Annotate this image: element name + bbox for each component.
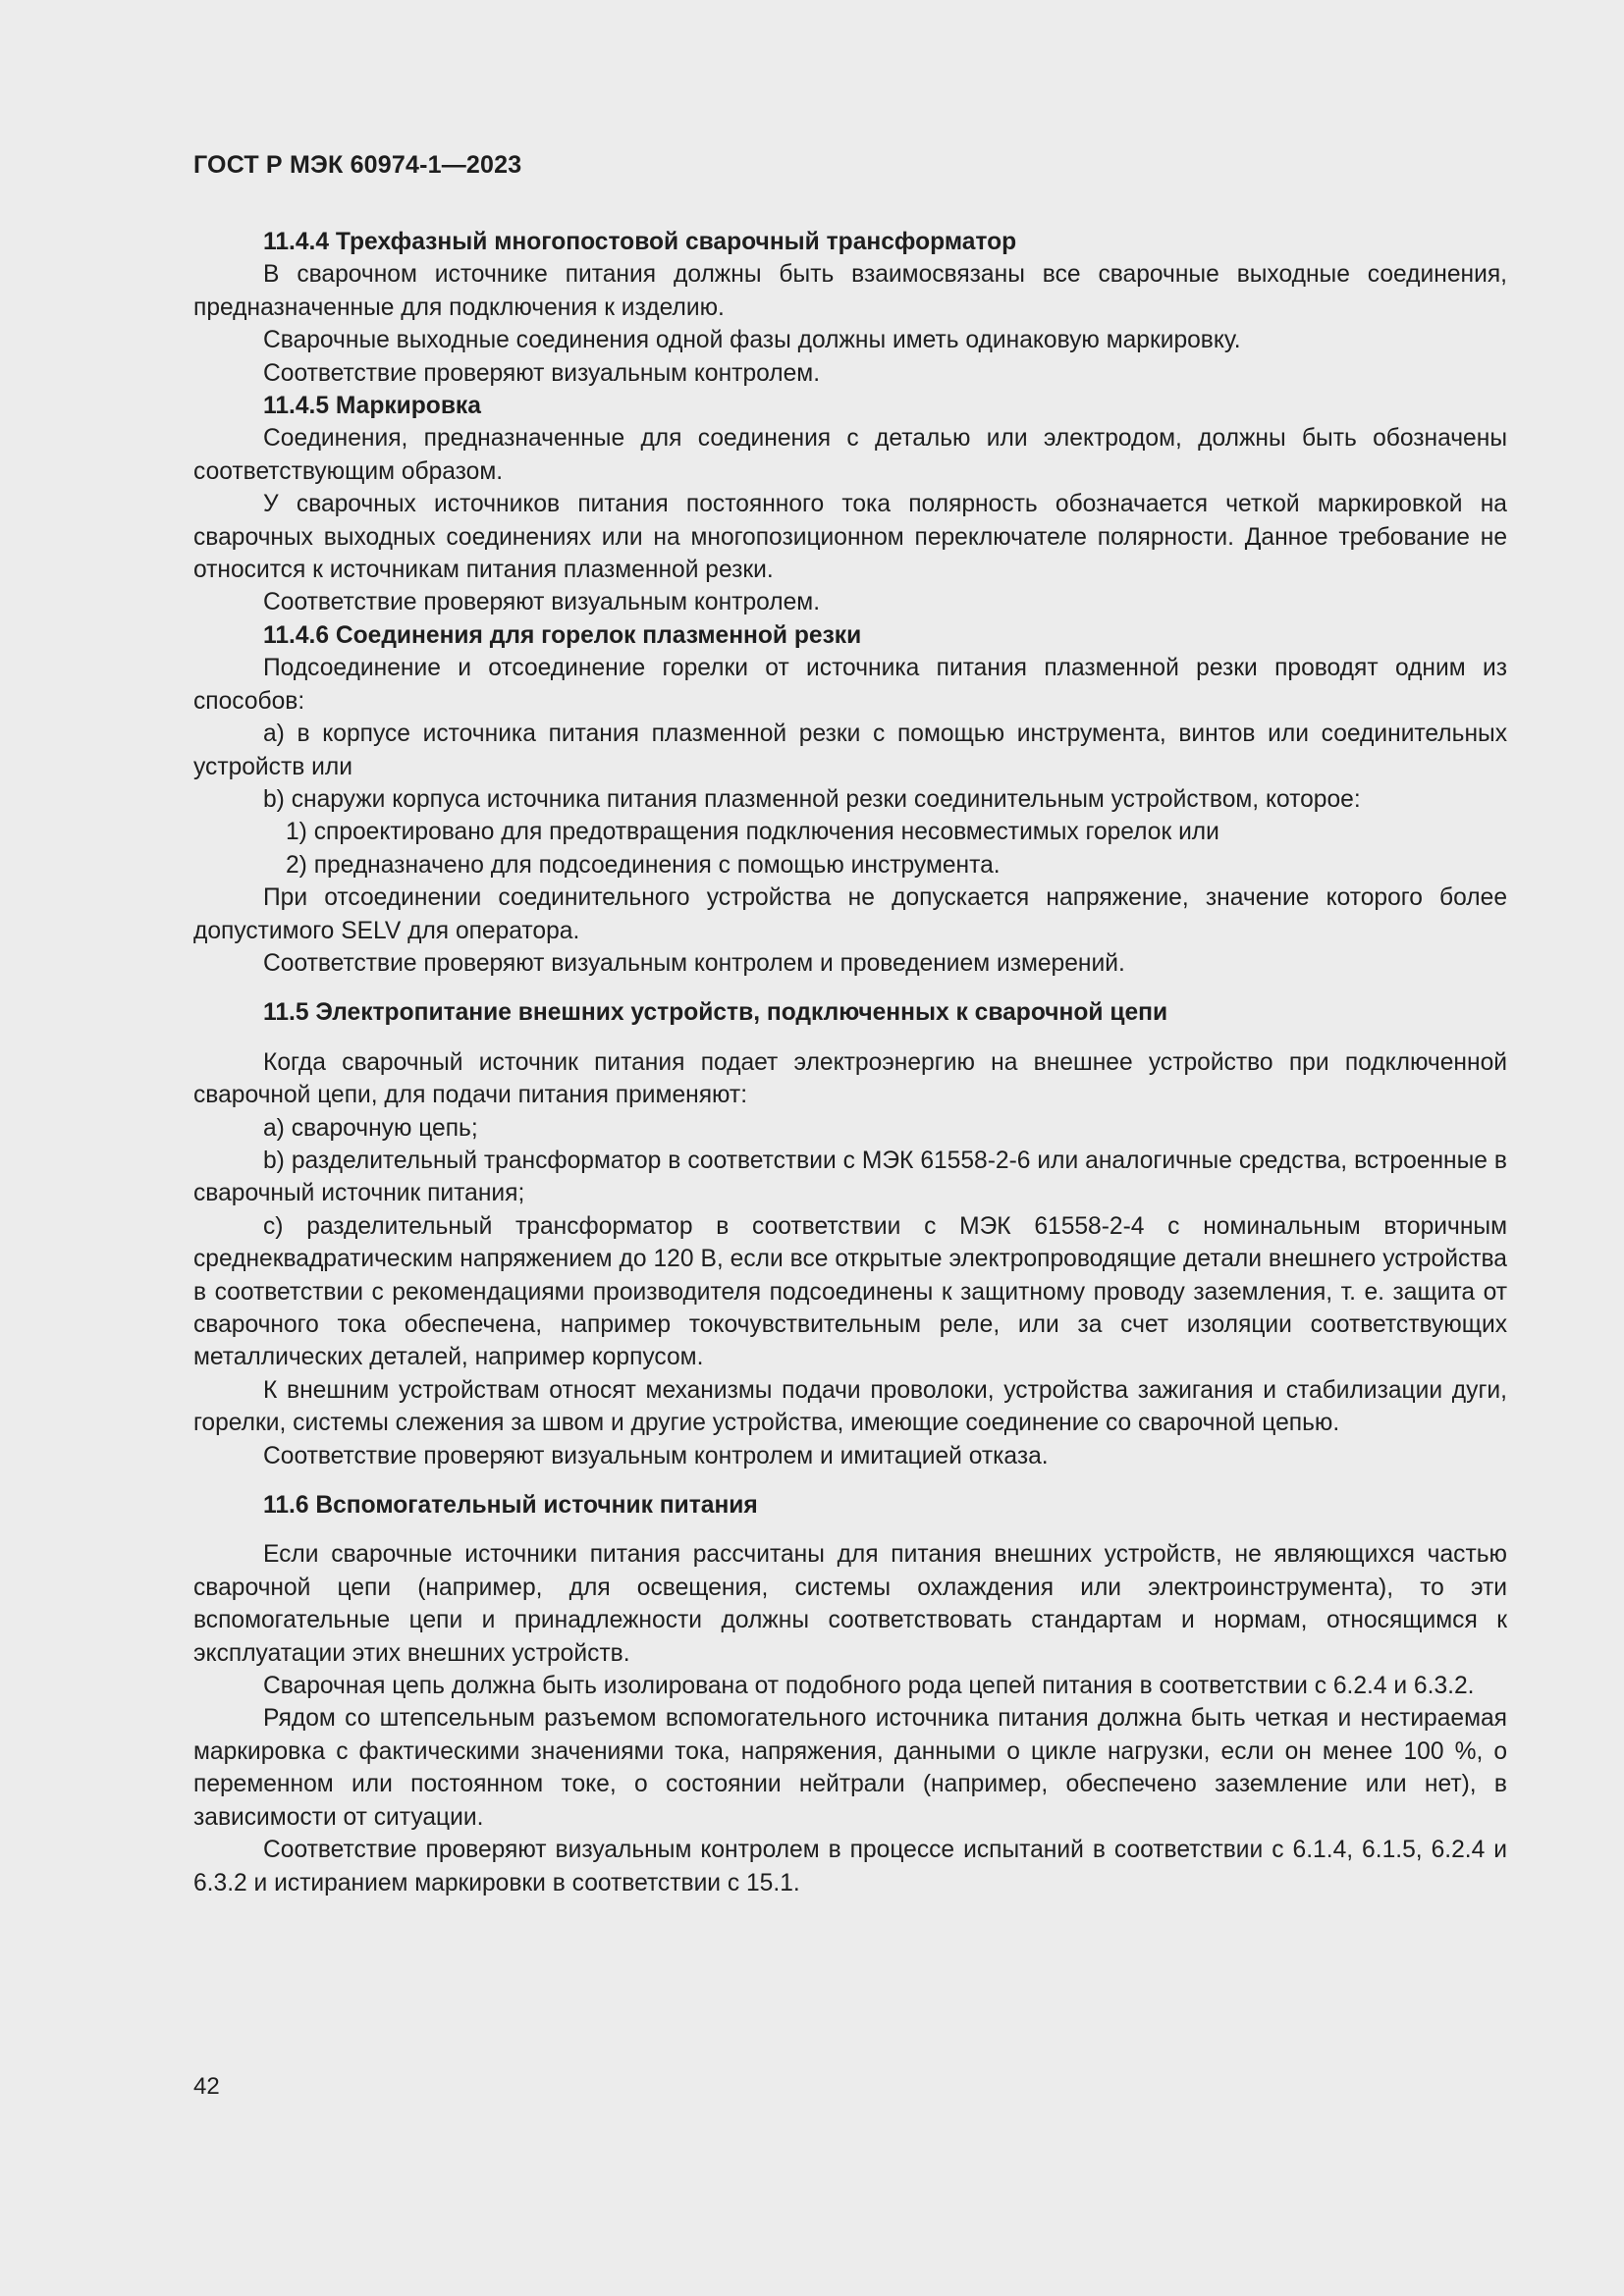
sub-list-item: 1) спроектировано для предотвращения подключения несовместимых горелок или xyxy=(286,819,1219,846)
list-item: b) разделительный трансформатор в соответствии с МЭК 61558-2-6 или аналогичные средства, встроенные в сварочный источник питания; xyxy=(193,1147,1507,1207)
paragraph: При отсоединении соединительного устройства не допускается напряжение, значение которого более допустимого SELV для оператора. xyxy=(193,884,1507,944)
standard-code-header: ГОСТ Р МЭК 60974-1—2023 xyxy=(193,151,522,179)
paragraph: В сварочном источнике питания должны быть взаимосвязаны все сварочные выходные соединения, предназначенные для подключения к изделию. xyxy=(193,261,1507,321)
paragraph: Сварочная цепь должна быть изолирована от подобного рода цепей питания в соответствии с 6.2.4 и 6.3.2. xyxy=(263,1673,1475,1700)
section-heading-11-4-6: 11.4.6 Соединения для горелок плазменной резки xyxy=(263,621,862,649)
page-number: 42 xyxy=(193,2073,220,2100)
list-item: b) снаружи корпуса источника питания плазменной резки соединительным устройством, которое: xyxy=(263,785,1361,813)
list-item: a) в корпусе источника питания плазменной резки с помощью инструмента, винтов или соединительных устройств или xyxy=(193,721,1507,780)
paragraph: Сварочные выходные соединения одной фазы должны иметь одинаковую маркировку. xyxy=(263,327,1241,354)
paragraph: Подсоединение и отсоединение горелки от источника питания плазменной резки проводят одним из способов: xyxy=(193,655,1507,715)
paragraph: Если сварочные источники питания рассчитаны для питания внешних устройств, не являющихся частью сварочной цепи (например, для освещения, системы охлаждения или электроинструмента), то эти вспомогательные цепи и принадлежности должны соответствовать стандартам и нормам, относящимся к эксплуатации этих внешних устройств. xyxy=(193,1541,1507,1667)
paragraph: Соответствие проверяют визуальным контролем в процессе испытаний в соответствии с 6.1.4, 6.1.5, 6.2.4 и 6.3.2 и истиранием маркировки в соответствии с 15.1. xyxy=(193,1837,1507,1896)
paragraph: У сварочных источников питания постоянного тока полярность обозначается четкой маркировкой на сварочных выходных соединениях или на многопозиционном переключателе полярности. Данное требование не относится к источникам питания плазменной резки. xyxy=(193,491,1507,584)
sub-list-item: 2) предназначено для подсоединения с помощью инструмента. xyxy=(286,851,1001,879)
paragraph: Соединения, предназначенные для соединения с деталью или электродом, должны быть обозначены соответствующим образом. xyxy=(193,425,1507,485)
list-item: a) сварочную цепь; xyxy=(263,1114,478,1142)
paragraph: Соответствие проверяют визуальным контролем и имитацией отказа. xyxy=(263,1442,1049,1469)
list-item: c) разделительный трансформатор в соответствии с МЭК 61558-2-4 с номинальным вторичным среднеквадратическим напряжением до 120 В, если все открытые электропроводящие детали внешнего устройства в соответствии с рекомендациями производителя подсоединены к защитному проводу заземления, т. е. защита от сварочного тока обеспечена, например токочувствительным реле, или за счет изоляции соответствующих металлических деталей, например корпусом. xyxy=(193,1212,1507,1371)
paragraph: Когда сварочный источник питания подает электроэнергию на внешнее устройство при подключенной сварочной цепи, для подачи питания применяют: xyxy=(193,1048,1507,1109)
paragraph: Соответствие проверяют визуальным контролем и проведением измерений. xyxy=(263,949,1125,977)
section-heading-11-4-4: 11.4.4 Трехфазный многопостовой сварочный трансформатор xyxy=(263,229,1017,255)
section-heading-11-6: 11.6 Вспомогательный источник питания xyxy=(263,1492,758,1520)
paragraph: Рядом со штепсельным разъемом вспомогательного источника питания должна быть четкая и нестираемая маркировка с фактическими значениями тока, напряжения, данными о цикле нагрузки, если он менее 100 %, о переменном или постоянном токе, о состоянии нейтрали (например, обеспечено заземление или нет), в зависимости от ситуации. xyxy=(193,1705,1507,1831)
paragraph: Соответствие проверяют визуальным контролем. xyxy=(263,359,821,387)
section-heading-11-4-5: 11.4.5 Маркировка xyxy=(263,393,481,420)
section-heading-11-5: 11.5 Электропитание внешних устройств, подключенных к сварочной цепи xyxy=(263,999,1168,1027)
paragraph: Соответствие проверяют визуальным контролем. xyxy=(263,589,821,616)
document-body xyxy=(193,226,1507,1899)
paragraph: К внешним устройствам относят механизмы подачи проволоки, устройства зажигания и стабилизации дуги, горелки, системы слежения за швом и другие устройства, имеющие соединение со сварочной цепью. xyxy=(193,1376,1507,1437)
